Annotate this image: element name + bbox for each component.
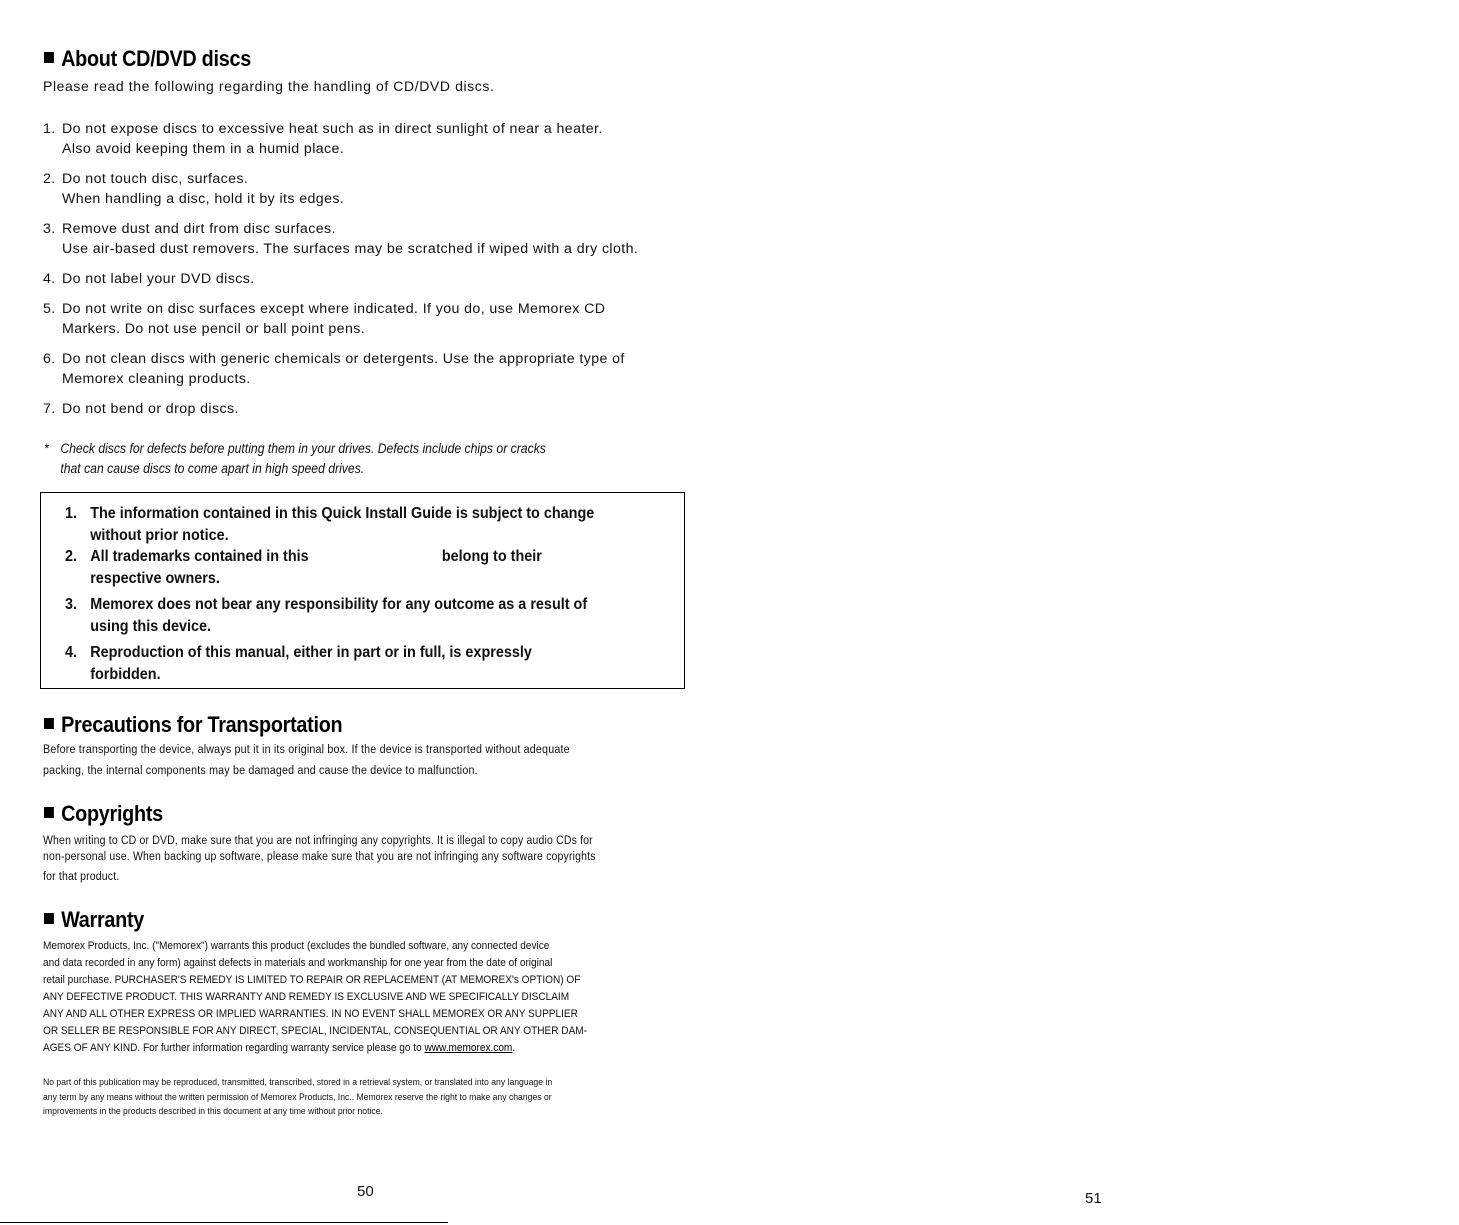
list-item: 1. The information contained in this Quick Install Guide is subject to change without prior notice. [65, 505, 595, 544]
warranty-text-line: retail purchase. PURCHASER'S REMEDY IS LIMITED TO REPAIR OR REPLACEMENT (AT MEMOREX's OPTION) OF [43, 974, 581, 986]
warranty-text-line: AGES OF ANY KIND. For further information regarding warranty service please go to www.memorex.com. [43, 1042, 516, 1054]
square-bullet-icon [44, 718, 54, 729]
right-page [730, 0, 1459, 1225]
transport-heading: Precautions for Transportation [44, 712, 342, 738]
list-item: 2. Do not touch disc, surfaces. When handling a disc, hold it by its edges. [43, 171, 345, 207]
square-bullet-icon [44, 913, 54, 924]
list-item: 2. All trademarks contained in this belong to their respective owners. [65, 548, 542, 587]
copyrights-text-line: for that product. [43, 871, 120, 883]
list-item: 4. Do not label your DVD discs. [43, 271, 255, 287]
list-item: 4. Reproduction of this manual, either in part or in full, is expressly forbidden. [65, 644, 532, 683]
transport-text-line: packing, the internal components may be damaged and cause the device to malfunction. [43, 765, 478, 777]
about-heading: About CD/DVD discs [44, 46, 251, 72]
about-intro: Please read the following regarding the handling of CD/DVD discs. [43, 78, 495, 94]
square-bullet-icon [44, 52, 54, 63]
list-item: 3. Memorex does not bear any responsibility for any outcome as a result of using this device. [65, 596, 588, 635]
fine-print-line: improvements in the products described in this document at any time without prior notice. [43, 1105, 383, 1116]
copyrights-text-line: non-personal use. When backing up software, please make sure that you are not infringing any software copyrights [43, 851, 596, 863]
warranty-text-line: ANY DEFECTIVE PRODUCT. THIS WARRANTY AND REMEDY IS EXCLUSIVE AND WE SPECIFICALLY DISCLAIM [43, 991, 570, 1003]
fine-print-line: No part of this publication may be reproduced, transmitted, transcribed, stored in a retrieval system, or translated into any language in [43, 1076, 553, 1087]
warranty-text-line: OR SELLER BE RESPONSIBLE FOR ANY DIRECT, SPECIAL, INCIDENTAL, CONSEQUENTIAL OR ANY OTHER DAM- [43, 1025, 588, 1037]
copyrights-heading: Copyrights [44, 801, 163, 827]
warranty-text-line: and data recorded in any form) against defects in materials and workmanship for one year from the date of original [43, 957, 553, 969]
memorex-website-link[interactable]: www.memorex.com [424, 1042, 513, 1054]
list-item: 6. Do not clean discs with generic chemicals or detergents. Use the appropriate type of Memorex cleaning products. [43, 351, 625, 387]
page-number: 50 [357, 1183, 374, 1200]
defect-note: * Check discs for defects before putting them in your drives. Defects include chips or cracks that can cause discs to come apart in high speed drives. [44, 441, 546, 477]
fine-print-line: any term by any means without the written permission of Memorex Products, Inc.. Memorex reserve the right to make any changes or [43, 1091, 552, 1102]
page-number: 51 [1085, 1190, 1102, 1207]
list-item: 1. Do not expose discs to excessive heat such as in direct sunlight of near a heater. Also avoid keeping them in a humid place. [43, 121, 603, 157]
square-bullet-icon [44, 807, 54, 818]
list-item: 5. Do not write on disc surfaces except where indicated. If you do, use Memorex CD Markers. Do not use pencil or ball point pens. [43, 301, 606, 337]
list-item: 3. Remove dust and dirt from disc surfaces. Use air-based dust removers. The surfaces may be scratched if wiped with a dry cloth. [43, 221, 639, 257]
warranty-heading: Warranty [44, 907, 144, 933]
notice-box [40, 492, 685, 689]
warranty-text-line: ANY AND ALL OTHER EXPRESS OR IMPLIED WARRANTIES. IN NO EVENT SHALL MEMOREX OR ANY SUPPLIER [43, 1008, 578, 1020]
copyrights-text-line: When writing to CD or DVD, make sure that you are not infringing any copyrights. It is illegal to copy audio CDs for [43, 835, 593, 847]
transport-text-line: Before transporting the device, always put it in its original box. If the device is transported without adequate [43, 744, 570, 756]
bottom-rule [0, 1222, 448, 1223]
warranty-text-line: Memorex Products, Inc. ("Memorex") warrants this product (excludes the bundled software, any connected device [43, 940, 550, 952]
notice-list [65, 503, 675, 685]
disc-care-list [43, 119, 703, 429]
list-item: 7. Do not bend or drop discs. [43, 401, 239, 417]
